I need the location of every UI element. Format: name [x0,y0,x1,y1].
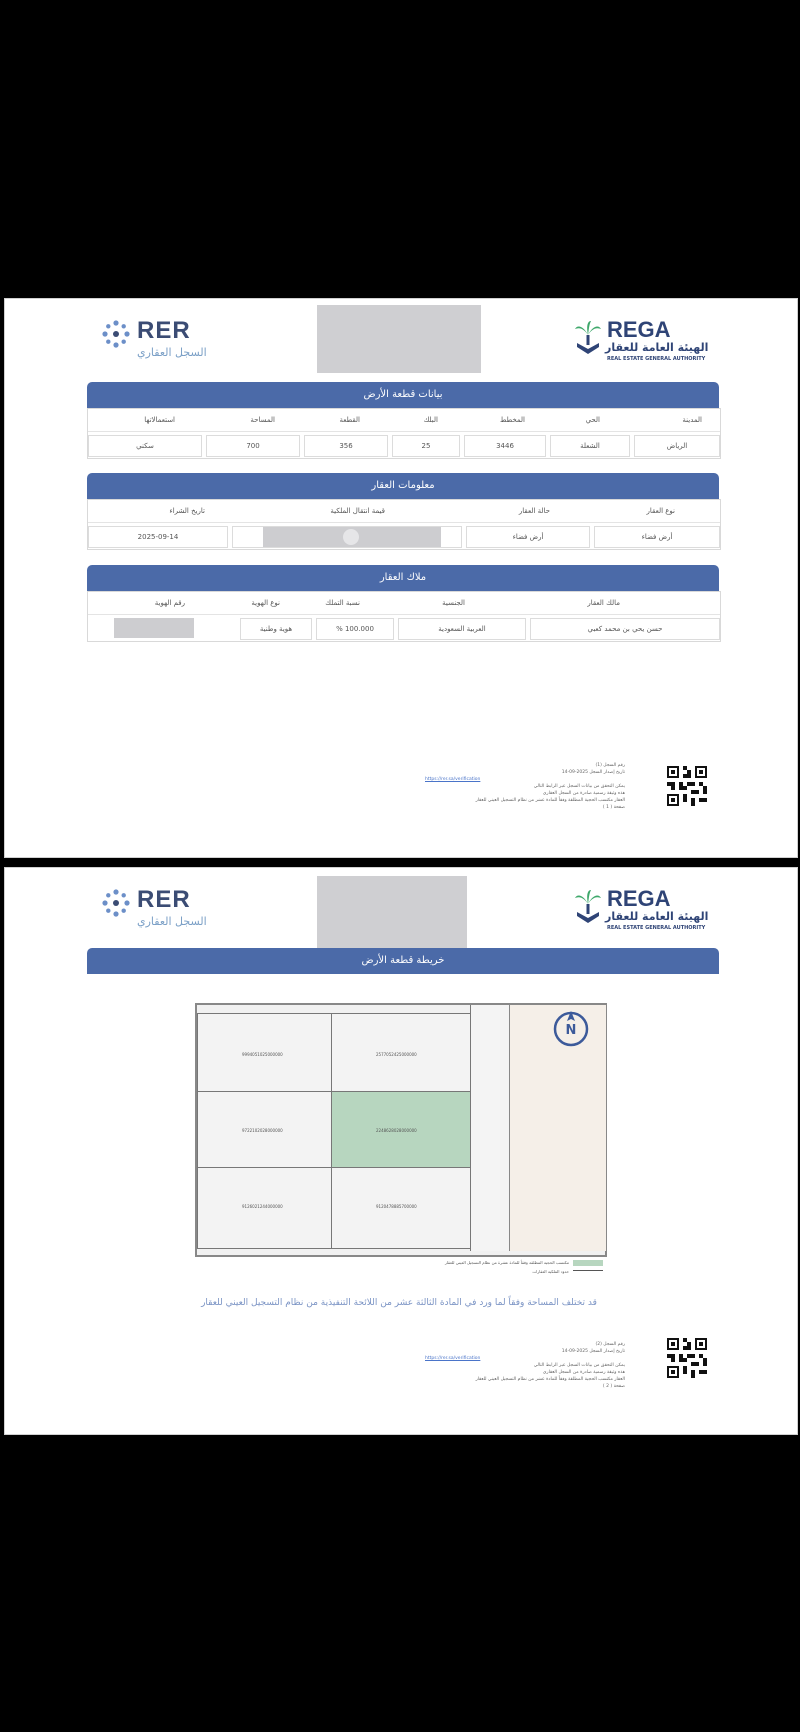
redacted-block [317,876,467,950]
document-footer [425,1341,625,1390]
redacted-value [114,618,194,638]
table-header: نوع العقار [646,507,675,515]
rega-arabic-name: الهيئة العامة للعقار [605,341,709,354]
map-parcel [197,1167,333,1249]
table-cell: الشعلة [550,435,630,457]
parcel-id: 9120478885700000 [376,1204,417,1209]
table-header: الحي [585,416,600,424]
parcel-id: 9722102028000000 [242,1128,283,1133]
redacted-block [317,305,481,373]
legend-swatch-green [573,1260,603,1266]
palm-emblem-icon [573,319,603,357]
verification-link[interactable]: https://rer.sa/verification [425,777,481,782]
rega-english-name: REAL ESTATE GENERAL AUTHORITY [607,925,706,931]
table-row [88,431,720,458]
table-header: حالة العقار [518,507,550,515]
footer-text: يمكن التحقق من بيانات السجل عبر الرابط التالي [533,784,625,789]
qr-code-icon [667,1338,707,1378]
table-header: المدينة [682,416,702,424]
table-cell: سكني [88,435,202,457]
footer-text: يمكن التحقق من بيانات السجل عبر الرابط التالي [533,1363,625,1368]
table-cell: 3446 [464,435,546,457]
map-disclaimer: قد تختلف المساحة وفقاً لما ورد في المادة الثالثة عشر من اللائحة التنفيذية من نظام التسجيل العيني للعقار [201,1298,597,1308]
footer-text: هذه وثيقة رسمية صادرة من السجل العقاري [542,1370,625,1375]
map-parcel [197,1091,333,1169]
table-header: المخطط [499,416,525,424]
table-header: رقم الهوية [154,599,185,607]
map-section-header: خريطة قطعة الأرض [87,948,719,974]
table-cell [90,618,236,638]
verification-link[interactable]: https://rer.sa/verification [425,1356,481,1361]
owners-table [87,591,721,642]
rega-logo [573,886,713,930]
table-header: الجنسية [442,599,465,607]
table-row [88,614,720,641]
table-header: قيمة انتقال الملكية [330,507,385,515]
table-header-row [88,500,720,522]
subject-parcel [331,1091,471,1169]
legend-label: مكتسب الحجية المطلقة وفقاً للمادة عشرة من نظام التسجيل العيني للعقار [444,1260,569,1265]
table-cell: أرض فضاء [594,526,720,548]
record-number: رقم السجل (1) [595,763,625,768]
land-data-header: بيانات قطعة الأرض [87,382,719,408]
document-page-1 [4,298,798,858]
legend-label: حدود الملكية العقارات [532,1269,569,1274]
table-cell: 25 [392,435,460,457]
property-info-table [87,499,721,550]
owners-header: ملاك العقار [87,565,719,591]
parcel-map [195,1003,607,1257]
table-header: تاريخ الشراء [169,507,205,515]
property-info-header: معلومات العقار [87,473,719,499]
table-header: البلك [423,416,438,424]
table-cell: العربية السعودية [398,618,526,640]
rega-english-name: REAL ESTATE GENERAL AUTHORITY [607,356,706,362]
footer-text: العقار مكتسب الحجية المطلقة وفقاً للمادة عشر من نظام التسجيل العيني للعقار [475,1377,625,1382]
parcel-id: 9126021244000000 [242,1204,283,1209]
table-header: المساحة [250,416,275,424]
rer-emblem-icon [101,319,131,349]
document-footer [425,762,625,811]
parcel-id: 9994051025000000 [242,1052,283,1057]
rer-logo [101,317,211,361]
record-number: رقم السجل (2) [595,1342,625,1347]
parcel-id: 2577052425000000 [376,1052,417,1057]
issue-date: تاريخ إصدار السجل 2025-09-14 [561,770,625,775]
table-header: نوع الهوية [251,599,280,607]
footer-text: العقار مكتسب الحجية المطلقة وفقاً للمادة عشر من نظام التسجيل العيني للعقار [475,798,625,803]
qr-code-icon [667,766,707,806]
table-cell: 700 [206,435,300,457]
page-number: صفحة ( 1 ) [602,805,625,810]
table-cell: 356 [304,435,388,457]
table-header: مالك العقار [587,599,620,607]
rer-logo [101,886,211,930]
issue-date: تاريخ إصدار السجل 2025-09-14 [561,1349,625,1354]
table-cell: هوية وطنية [240,618,312,640]
rer-wordmark: RER [137,886,191,913]
rer-wordmark: RER [137,317,191,344]
map-parcel [197,1013,333,1093]
page-number: صفحة ( 2 ) [602,1384,625,1389]
rer-emblem-icon [101,888,131,918]
table-header: استعمالاتها [144,416,175,424]
palm-emblem-icon [573,888,603,926]
rega-wordmark: REGA [607,886,671,911]
street-strip [470,1005,509,1251]
table-row [88,522,720,549]
rer-subtitle: السجل العقاري [137,346,207,359]
table-cell: 2025-09-14 [88,526,228,548]
parcel-id: 2248628028000000 [376,1128,417,1133]
table-cell: % 100.000 [316,618,394,640]
map-parcel [331,1167,471,1249]
table-cell: الرياض [634,435,720,457]
table-header: نسبة التملك [325,599,360,607]
table-header-row [88,409,720,431]
north-label: N [565,1023,577,1038]
document-page-2 [4,867,798,1435]
table-cell: حسن يحي بن محمد كعبي [530,618,720,640]
rer-subtitle: السجل العقاري [137,915,207,928]
table-cell [232,526,462,548]
watermark-dot [343,529,359,545]
rega-logo [573,317,713,361]
table-cell: أرض فضاء [466,526,590,548]
map-parcel [331,1013,471,1093]
legend-swatch-line [573,1270,603,1274]
land-data-table [87,408,721,459]
rega-arabic-name: الهيئة العامة للعقار [605,910,709,923]
rega-wordmark: REGA [607,317,671,342]
north-arrow-icon [551,1009,591,1049]
table-header-row [88,592,720,614]
footer-text: هذه وثيقة رسمية صادرة من السجل العقاري [542,791,625,796]
table-header: القطعة [339,416,360,424]
